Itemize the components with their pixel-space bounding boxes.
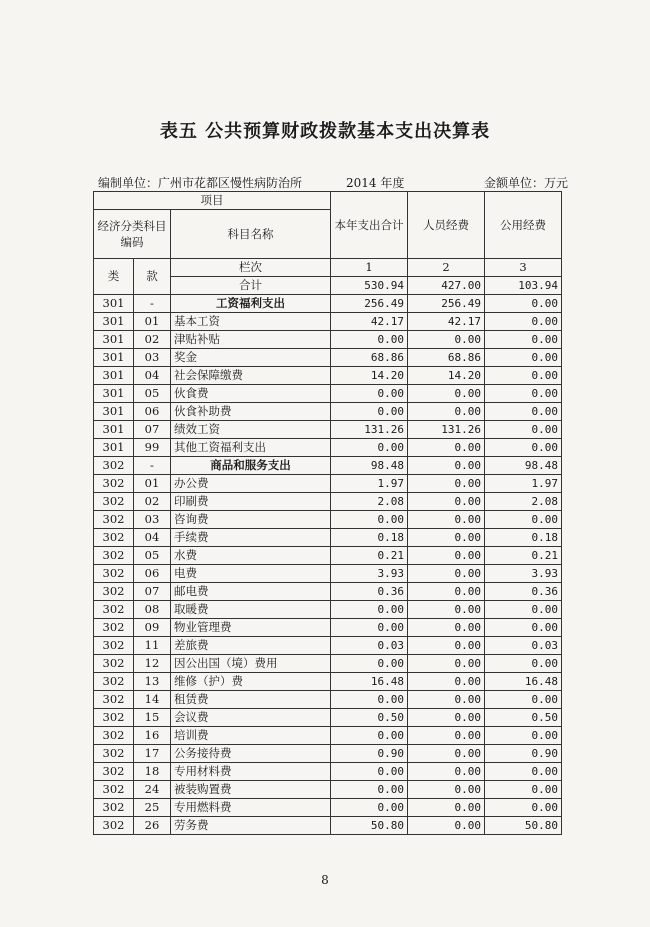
row-total: 68.86 bbox=[331, 349, 408, 367]
row-public: 0.00 bbox=[485, 799, 562, 817]
row-lei-code: 302 bbox=[94, 673, 134, 691]
row-subject-name: 会议费 bbox=[171, 709, 331, 727]
row-subject-name: 水费 bbox=[171, 547, 331, 565]
table-row bbox=[94, 475, 562, 493]
row-total: 0.00 bbox=[331, 619, 408, 637]
row-total: 256.49 bbox=[331, 295, 408, 313]
row-public: 0.00 bbox=[485, 313, 562, 331]
table-row bbox=[94, 799, 562, 817]
row-subject-name: 工资福利支出 bbox=[171, 295, 331, 313]
row-total: 0.21 bbox=[331, 547, 408, 565]
table-row bbox=[94, 763, 562, 781]
row-personnel: 0.00 bbox=[408, 331, 485, 349]
row-public: 0.00 bbox=[485, 655, 562, 673]
amount-unit: 金额单位：万元 bbox=[484, 176, 569, 190]
row-total: 0.00 bbox=[331, 655, 408, 673]
row-kuan-code: 15 bbox=[134, 709, 171, 727]
row-kuan-code: 05 bbox=[134, 547, 171, 565]
row-public: 16.48 bbox=[485, 673, 562, 691]
row-kuan-code: 16 bbox=[134, 727, 171, 745]
row-lei-code: 302 bbox=[94, 763, 134, 781]
row-kuan-code: 13 bbox=[134, 673, 171, 691]
row-total: 0.00 bbox=[331, 799, 408, 817]
row-lei-code: 301 bbox=[94, 295, 134, 313]
table-row bbox=[94, 691, 562, 709]
row-personnel: 0.00 bbox=[408, 745, 485, 763]
row-total: 0.18 bbox=[331, 529, 408, 547]
row-personnel: 0.00 bbox=[408, 637, 485, 655]
row-subject-name: 伙食补助费 bbox=[171, 403, 331, 421]
row-personnel: 0.00 bbox=[408, 547, 485, 565]
row-personnel: 0.00 bbox=[408, 619, 485, 637]
row-public: 0.00 bbox=[485, 619, 562, 637]
row-subject-name: 伙食费 bbox=[171, 385, 331, 403]
row-kuan-code: 17 bbox=[134, 745, 171, 763]
table-row bbox=[94, 511, 562, 529]
row-personnel: 0.00 bbox=[408, 817, 485, 835]
table-row bbox=[94, 493, 562, 511]
table-row bbox=[94, 601, 562, 619]
table-row bbox=[94, 727, 562, 745]
row-personnel: 131.26 bbox=[408, 421, 485, 439]
table-row bbox=[94, 313, 562, 331]
row-kuan-code: 99 bbox=[134, 439, 171, 457]
row-subject-name: 咨询费 bbox=[171, 511, 331, 529]
page-title: 表五 公共预算财政拨款基本支出决算表 bbox=[159, 121, 491, 142]
row-subject-name: 差旅费 bbox=[171, 637, 331, 655]
table-row bbox=[94, 673, 562, 691]
project-header: 项目 bbox=[94, 192, 331, 210]
row-public: 0.00 bbox=[485, 331, 562, 349]
row-subject-name: 绩效工资 bbox=[171, 421, 331, 439]
row-subject-name: 其他工资福利支出 bbox=[171, 439, 331, 457]
row-personnel: 0.00 bbox=[408, 781, 485, 799]
kuan-header: 款 bbox=[134, 259, 171, 295]
heji-personnel: 427.00 bbox=[408, 277, 485, 295]
row-public: 0.90 bbox=[485, 745, 562, 763]
row-lei-code: 302 bbox=[94, 709, 134, 727]
row-subject-name: 专用燃料费 bbox=[171, 799, 331, 817]
row-total: 98.48 bbox=[331, 457, 408, 475]
row-lei-code: 302 bbox=[94, 529, 134, 547]
row-lei-code: 302 bbox=[94, 799, 134, 817]
row-kuan-code: - bbox=[134, 295, 171, 313]
table-row bbox=[94, 565, 562, 583]
row-public: 3.93 bbox=[485, 565, 562, 583]
row-public: 0.00 bbox=[485, 727, 562, 745]
row-total: 0.00 bbox=[331, 601, 408, 619]
table-row bbox=[94, 583, 562, 601]
row-total: 0.00 bbox=[331, 691, 408, 709]
lei-header: 类 bbox=[94, 259, 134, 295]
row-subject-name: 奖金 bbox=[171, 349, 331, 367]
row-kuan-code: 03 bbox=[134, 511, 171, 529]
row-subject-name: 手续费 bbox=[171, 529, 331, 547]
row-public: 98.48 bbox=[485, 457, 562, 475]
column-number-1: 1 bbox=[331, 259, 408, 277]
row-personnel: 0.00 bbox=[408, 601, 485, 619]
row-total: 0.00 bbox=[331, 403, 408, 421]
row-kuan-code: 07 bbox=[134, 421, 171, 439]
row-subject-name: 津贴补贴 bbox=[171, 331, 331, 349]
row-public: 2.08 bbox=[485, 493, 562, 511]
row-lei-code: 302 bbox=[94, 601, 134, 619]
row-subject-name: 因公出国（境）费用 bbox=[171, 655, 331, 673]
row-public: 0.00 bbox=[485, 511, 562, 529]
row-kuan-code: 08 bbox=[134, 601, 171, 619]
row-total: 0.36 bbox=[331, 583, 408, 601]
table-row bbox=[94, 709, 562, 727]
row-lei-code: 302 bbox=[94, 619, 134, 637]
table-row bbox=[94, 457, 562, 475]
row-personnel: 0.00 bbox=[408, 475, 485, 493]
row-kuan-code: 09 bbox=[134, 619, 171, 637]
row-total: 50.80 bbox=[331, 817, 408, 835]
row-lei-code: 301 bbox=[94, 385, 134, 403]
row-kuan-code: 01 bbox=[134, 313, 171, 331]
row-personnel: 0.00 bbox=[408, 655, 485, 673]
row-kuan-code: 12 bbox=[134, 655, 171, 673]
row-personnel: 256.49 bbox=[408, 295, 485, 313]
row-personnel: 0.00 bbox=[408, 457, 485, 475]
row-subject-name: 取暖费 bbox=[171, 601, 331, 619]
row-total: 0.03 bbox=[331, 637, 408, 655]
row-personnel: 0.00 bbox=[408, 727, 485, 745]
heji-total: 530.94 bbox=[331, 277, 408, 295]
row-subject-name: 劳务费 bbox=[171, 817, 331, 835]
row-subject-name: 被装购置费 bbox=[171, 781, 331, 799]
row-total: 0.00 bbox=[331, 385, 408, 403]
row-public: 0.00 bbox=[485, 349, 562, 367]
heji-public: 103.94 bbox=[485, 277, 562, 295]
row-public: 0.00 bbox=[485, 601, 562, 619]
row-subject-name: 电费 bbox=[171, 565, 331, 583]
row-personnel: 0.00 bbox=[408, 763, 485, 781]
row-kuan-code: 05 bbox=[134, 385, 171, 403]
table-row bbox=[94, 745, 562, 763]
row-public: 0.21 bbox=[485, 547, 562, 565]
subject-name-header: 科目名称 bbox=[171, 210, 331, 259]
row-total: 16.48 bbox=[331, 673, 408, 691]
table-row bbox=[94, 781, 562, 799]
row-public: 1.97 bbox=[485, 475, 562, 493]
table-row bbox=[94, 637, 562, 655]
econ-code-header: 经济分类科目编码 bbox=[94, 210, 171, 259]
row-kuan-code: 03 bbox=[134, 349, 171, 367]
table-row bbox=[94, 439, 562, 457]
row-personnel: 0.00 bbox=[408, 529, 485, 547]
row-lei-code: 302 bbox=[94, 817, 134, 835]
table-row bbox=[94, 547, 562, 565]
row-lei-code: 302 bbox=[94, 475, 134, 493]
lanci-label: 栏次 bbox=[171, 259, 331, 277]
row-total: 14.20 bbox=[331, 367, 408, 385]
row-kuan-code: 25 bbox=[134, 799, 171, 817]
row-public: 0.18 bbox=[485, 529, 562, 547]
row-public: 0.00 bbox=[485, 421, 562, 439]
row-personnel: 0.00 bbox=[408, 691, 485, 709]
page-number: 8 bbox=[321, 873, 329, 887]
row-public: 0.00 bbox=[485, 439, 562, 457]
row-total: 0.00 bbox=[331, 763, 408, 781]
row-public: 0.00 bbox=[485, 763, 562, 781]
personnel-column-header: 人员经费 bbox=[408, 192, 485, 259]
row-public: 0.00 bbox=[485, 295, 562, 313]
row-lei-code: 302 bbox=[94, 655, 134, 673]
row-subject-name: 公务接待费 bbox=[171, 745, 331, 763]
row-kuan-code: 26 bbox=[134, 817, 171, 835]
compiling-unit: 编制单位：广州市花都区慢性病防治所 bbox=[98, 176, 303, 190]
row-lei-code: 302 bbox=[94, 781, 134, 799]
expenditure-table bbox=[93, 191, 562, 835]
row-lei-code: 302 bbox=[94, 727, 134, 745]
row-kuan-code: 18 bbox=[134, 763, 171, 781]
row-public: 0.03 bbox=[485, 637, 562, 655]
total-column-header: 本年支出合计 bbox=[331, 192, 408, 259]
row-lei-code: 301 bbox=[94, 367, 134, 385]
row-kuan-code: 11 bbox=[134, 637, 171, 655]
row-lei-code: 302 bbox=[94, 745, 134, 763]
row-subject-name: 维修（护）费 bbox=[171, 673, 331, 691]
row-personnel: 0.00 bbox=[408, 709, 485, 727]
row-lei-code: 301 bbox=[94, 313, 134, 331]
row-personnel: 0.00 bbox=[408, 403, 485, 421]
column-number-2: 2 bbox=[408, 259, 485, 277]
row-lei-code: 302 bbox=[94, 457, 134, 475]
row-subject-name: 培训费 bbox=[171, 727, 331, 745]
row-subject-name: 商品和服务支出 bbox=[171, 457, 331, 475]
row-subject-name: 物业管理费 bbox=[171, 619, 331, 637]
row-personnel: 0.00 bbox=[408, 673, 485, 691]
row-total: 2.08 bbox=[331, 493, 408, 511]
row-personnel: 0.00 bbox=[408, 799, 485, 817]
row-kuan-code: 01 bbox=[134, 475, 171, 493]
row-lei-code: 301 bbox=[94, 403, 134, 421]
row-kuan-code: 07 bbox=[134, 583, 171, 601]
public-column-header: 公用经费 bbox=[485, 192, 562, 259]
row-subject-name: 基本工资 bbox=[171, 313, 331, 331]
row-kuan-code: 04 bbox=[134, 529, 171, 547]
row-lei-code: 301 bbox=[94, 421, 134, 439]
table-row bbox=[94, 295, 562, 313]
row-lei-code: 302 bbox=[94, 583, 134, 601]
table-row bbox=[94, 817, 562, 835]
row-lei-code: 301 bbox=[94, 439, 134, 457]
row-kuan-code: 04 bbox=[134, 367, 171, 385]
row-kuan-code: 02 bbox=[134, 331, 171, 349]
row-total: 0.00 bbox=[331, 727, 408, 745]
row-total: 0.50 bbox=[331, 709, 408, 727]
row-total: 3.93 bbox=[331, 565, 408, 583]
row-personnel: 0.00 bbox=[408, 565, 485, 583]
fiscal-year: 2014 年度 bbox=[346, 176, 405, 190]
table-row bbox=[94, 367, 562, 385]
row-total: 0.00 bbox=[331, 439, 408, 457]
row-total: 131.26 bbox=[331, 421, 408, 439]
table-row bbox=[94, 331, 562, 349]
row-personnel: 0.00 bbox=[408, 493, 485, 511]
row-total: 42.17 bbox=[331, 313, 408, 331]
row-lei-code: 302 bbox=[94, 511, 134, 529]
row-public: 0.00 bbox=[485, 781, 562, 799]
table-row bbox=[94, 349, 562, 367]
row-personnel: 0.00 bbox=[408, 385, 485, 403]
column-number-3: 3 bbox=[485, 259, 562, 277]
row-personnel: 0.00 bbox=[408, 439, 485, 457]
row-kuan-code: 24 bbox=[134, 781, 171, 799]
row-public: 0.50 bbox=[485, 709, 562, 727]
row-lei-code: 301 bbox=[94, 349, 134, 367]
row-personnel: 42.17 bbox=[408, 313, 485, 331]
row-subject-name: 印刷费 bbox=[171, 493, 331, 511]
row-subject-name: 办公费 bbox=[171, 475, 331, 493]
row-lei-code: 302 bbox=[94, 691, 134, 709]
row-total: 0.00 bbox=[331, 781, 408, 799]
row-personnel: 0.00 bbox=[408, 583, 485, 601]
row-lei-code: 302 bbox=[94, 565, 134, 583]
row-lei-code: 302 bbox=[94, 547, 134, 565]
table-row bbox=[94, 619, 562, 637]
row-personnel: 68.86 bbox=[408, 349, 485, 367]
row-kuan-code: 06 bbox=[134, 403, 171, 421]
row-kuan-code: 06 bbox=[134, 565, 171, 583]
row-subject-name: 租赁费 bbox=[171, 691, 331, 709]
row-subject-name: 社会保障缴费 bbox=[171, 367, 331, 385]
row-kuan-code: 14 bbox=[134, 691, 171, 709]
table-row bbox=[94, 385, 562, 403]
row-subject-name: 邮电费 bbox=[171, 583, 331, 601]
row-total: 0.90 bbox=[331, 745, 408, 763]
heji-label: 合计 bbox=[171, 277, 331, 295]
row-personnel: 0.00 bbox=[408, 511, 485, 529]
row-lei-code: 302 bbox=[94, 637, 134, 655]
row-personnel: 14.20 bbox=[408, 367, 485, 385]
row-lei-code: 301 bbox=[94, 331, 134, 349]
row-public: 0.00 bbox=[485, 367, 562, 385]
row-kuan-code: 02 bbox=[134, 493, 171, 511]
row-public: 0.36 bbox=[485, 583, 562, 601]
row-total: 1.97 bbox=[331, 475, 408, 493]
row-public: 0.00 bbox=[485, 691, 562, 709]
row-public: 0.00 bbox=[485, 385, 562, 403]
table-row bbox=[94, 421, 562, 439]
row-public: 50.80 bbox=[485, 817, 562, 835]
table-row bbox=[94, 529, 562, 547]
row-subject-name: 专用材料费 bbox=[171, 763, 331, 781]
row-lei-code: 302 bbox=[94, 493, 134, 511]
row-kuan-code: - bbox=[134, 457, 171, 475]
table-row bbox=[94, 655, 562, 673]
row-total: 0.00 bbox=[331, 511, 408, 529]
row-total: 0.00 bbox=[331, 331, 408, 349]
row-public: 0.00 bbox=[485, 403, 562, 421]
table-row bbox=[94, 403, 562, 421]
